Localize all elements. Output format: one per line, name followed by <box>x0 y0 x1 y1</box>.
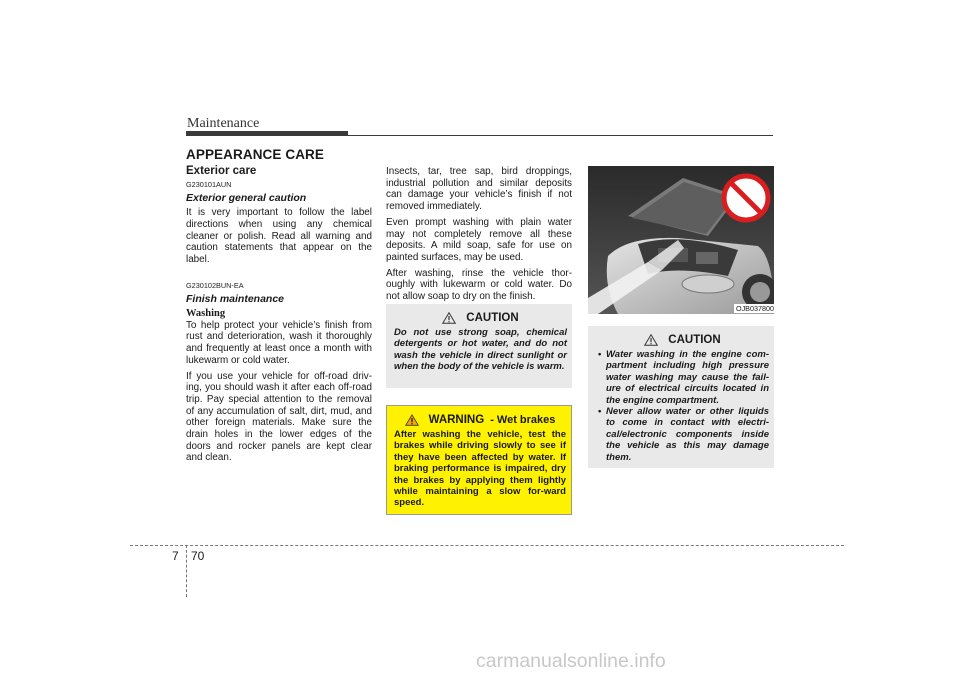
exterior-care-heading: Exterior care <box>186 165 257 177</box>
list-item: • Water washing in the engine com-partment including high pressure water washing may cause the fail-ure of electrical circuits located in the engine compartment. <box>598 349 769 406</box>
column-left <box>186 166 372 468</box>
page-number: 70 <box>191 549 205 563</box>
paragraph: Insects, tar, tree sap, bird droppings, industrial pollution and similar deposits can damage your vehicle’s finish if not removed immediately. <box>386 166 572 213</box>
footer-divider <box>186 545 187 597</box>
paragraph: Even prompt washing with plain water may not completely remove all these deposits. A mild soap, safe for use on painted surfaces, may be used. <box>386 216 572 263</box>
watermark: carmanualsonline.info <box>476 650 666 672</box>
image-code: OJB037800 <box>736 304 774 313</box>
caution-header <box>394 312 567 324</box>
warning-header <box>394 414 566 426</box>
engine-wash-photo <box>588 166 774 314</box>
warning-triangle-icon <box>644 334 658 346</box>
footer-rule <box>130 545 844 546</box>
caution-header <box>596 334 769 346</box>
caution-box-engine <box>588 326 774 468</box>
caution-title: CAUTION <box>466 312 519 324</box>
caution-box <box>386 304 572 388</box>
warning-text: After washing the vehicle, test the brakes while driving slowly to see if they have been affected by water. If braking performance is impaired, dry the brakes by applying them lightly while maintaining a slow for-ward speed. <box>394 429 566 509</box>
header-rule-thin <box>186 135 773 136</box>
page-title: APPEARANCE CARE <box>186 147 325 162</box>
paragraph: After washing, rinse the vehicle thor-oughly with lukewarm or cold water. Do not allow soap to dry on the finish. <box>386 267 572 303</box>
subheading-finish-maintenance: Finish maintenance <box>186 293 285 306</box>
paragraph: To help protect your vehicle’s finish from rust and deterioration, wash it thoroughly and frequently at least once a month with lukewarm or cold water. <box>186 319 372 366</box>
warning-box <box>386 405 572 515</box>
warning-triangle-icon <box>405 414 419 426</box>
section-code: G230102BUN-EA <box>186 280 244 290</box>
column-middle <box>386 166 572 307</box>
chapter-number: 7 <box>172 549 179 563</box>
paragraph: If you use your vehicle for off-road driv-ing, you should wash it after each off-road trip. Pay special attention to the removal of any accumulation of salt, dirt, mud, and other foreign materials. Make sure the drain holes in the lower edges of the doors and rocker panels are kept clear and clean. <box>186 370 372 464</box>
list-item: • Never allow water or other liquids to come in contact with electri-cal/electronic components inside the vehicle as this may damage them. <box>598 406 769 463</box>
prohibited-icon <box>724 176 768 220</box>
section-code: G230101AUN <box>186 179 232 189</box>
caution-title: CAUTION <box>668 334 721 346</box>
section-label: Maintenance <box>187 116 260 131</box>
paragraph: It is very important to follow the label directions when using any chemical cleaner or polish. Read all warning and caution statements that appear on the label. <box>186 207 372 265</box>
warning-title: WARNING <box>428 414 485 426</box>
warning-triangle-icon <box>442 312 456 324</box>
caution-list <box>596 349 769 463</box>
subheading-general-caution: Exterior general caution <box>186 192 307 205</box>
caution-text: Do not use strong soap, chemical detergents or hot water, and do not wash the vehicle in direct sunlight or when the body of the vehicle is warm. <box>394 327 567 373</box>
warning-subtitle: - Wet brakes <box>490 414 556 426</box>
subheading-washing: Washing <box>186 308 226 320</box>
